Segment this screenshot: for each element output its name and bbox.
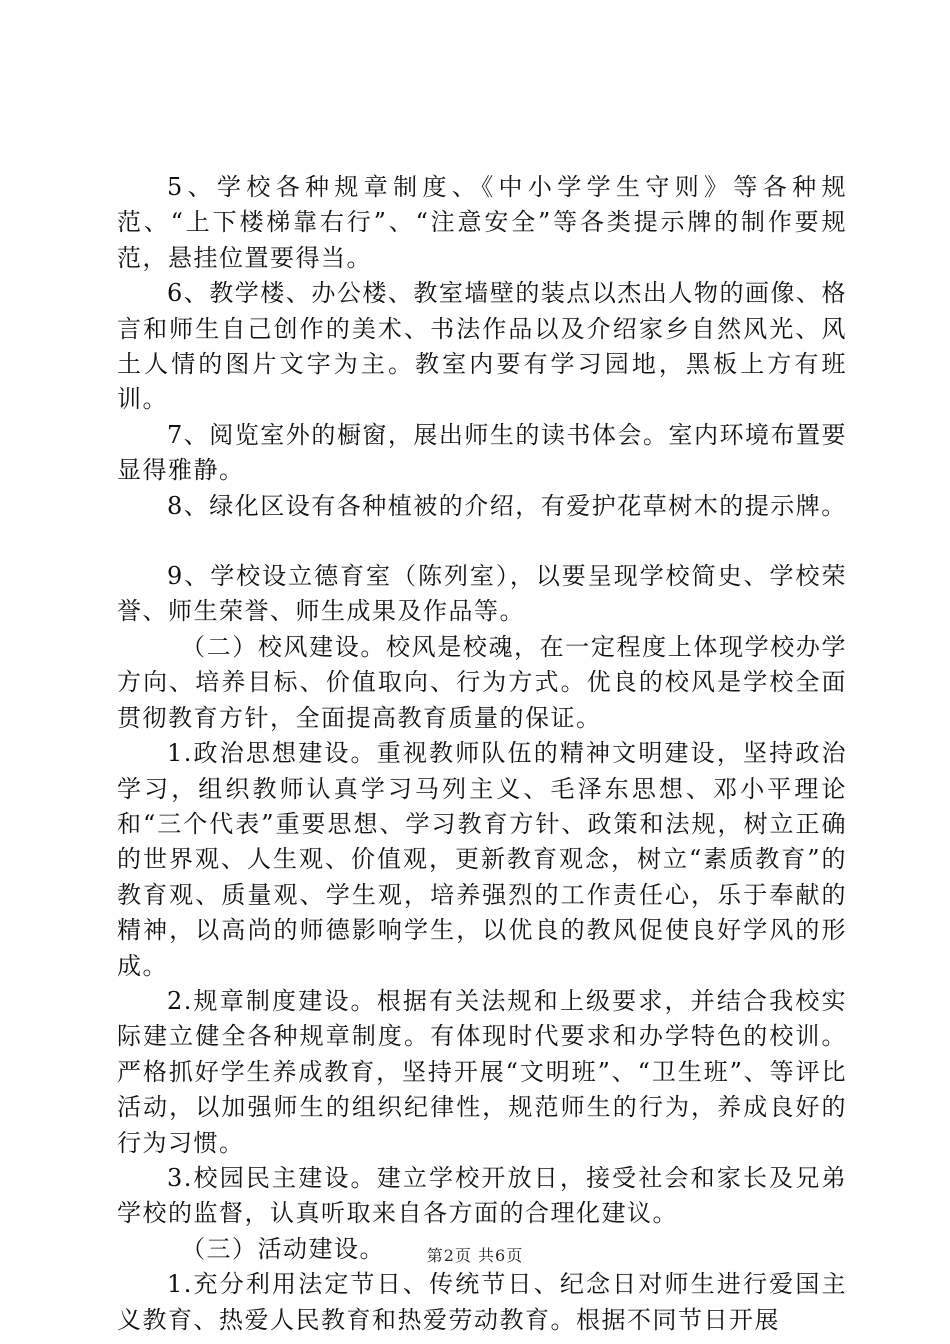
paragraph-item-8: 8、绿化区设有各种植被的介绍，有爱护花草树木的提示牌。 — [167, 491, 847, 520]
section-heading-school-spirit: （二）校风建设。校风是校魂，在一定程度上体现学校办学方向、培养目标、价值取向、行为方式。优良的校风是学校全面贯彻教育方针，全面提高教育质量的保证。 — [117, 632, 847, 732]
paragraph-campus-democracy: 3.校园民主建设。建立学校开放日，接受社会和家长及兄弟学校的监督，认真听取来自各方面的合理化建议。 — [117, 1163, 847, 1228]
paragraph-item-5: 5、学校各种规章制度、《中小学学生守则》等各种规范、“上下楼梯靠右行”、“注意安全”等各类提示牌的制作要规范，悬挂位置要得当。 — [117, 173, 847, 272]
paragraph-item-9: 9、学校设立德育室（陈列室），以要呈现学校简史、学校荣誉、师生荣誉、师生成果及作品等。 — [117, 562, 847, 626]
paragraph-rules-system: 2.规章制度建设。根据有关法规和上级要求，并结合我校实际建立健全各种规章制度。有体现时代要求和办学特色的校训。严格抓好学生养成教育，坚持开展“文明班”、“卫生班”、等评比活动，以加强师生的组织纪律性，规范师生的行为，养成良好的行为习惯。 — [117, 986, 847, 1157]
paragraph-holiday-education: 1.充分利用法定节日、传统节日、纪念日对师生进行爱国主义教育、热爱人民教育和热爱劳动教育。根据不同节日开展 — [117, 1270, 847, 1334]
paragraph-spacer — [117, 524, 847, 559]
paragraph-item-6: 6、教学楼、办公楼、教室墙壁的装点以杰出人物的画像、格言和师生自己创作的美术、书法作品以及介绍家乡自然风光、风土人情的图片文字为主。教室内要有学习园地，黑板上方有班训。 — [117, 279, 847, 414]
paragraph-item-7: 7、阅览室外的橱窗，展出师生的读书体会。室内环境布置要显得雅静。 — [117, 420, 847, 485]
paragraph-political-thought: 1.政治思想建设。重视教师队伍的精神文明建设，坚持政治学习，组织教师认真学习马列主义、毛泽东思想、邓小平理论和“三个代表”重要思想、学习教育方针、政策和法规，树立正确的世界观、人生观、价值观，更新教育观念，树立“素质教育”的教育观、质量观、学生观，培养强烈的工作责任心，乐于奉献的精神，以高尚的师德影响学生，以优良的教风促使良好学风的形成。 — [117, 739, 847, 980]
document-body — [117, 170, 847, 1338]
page-number-footer: 第2页 共6页 — [426, 1246, 524, 1265]
section-heading-activities: （三）活动建设。 — [181, 1234, 385, 1263]
